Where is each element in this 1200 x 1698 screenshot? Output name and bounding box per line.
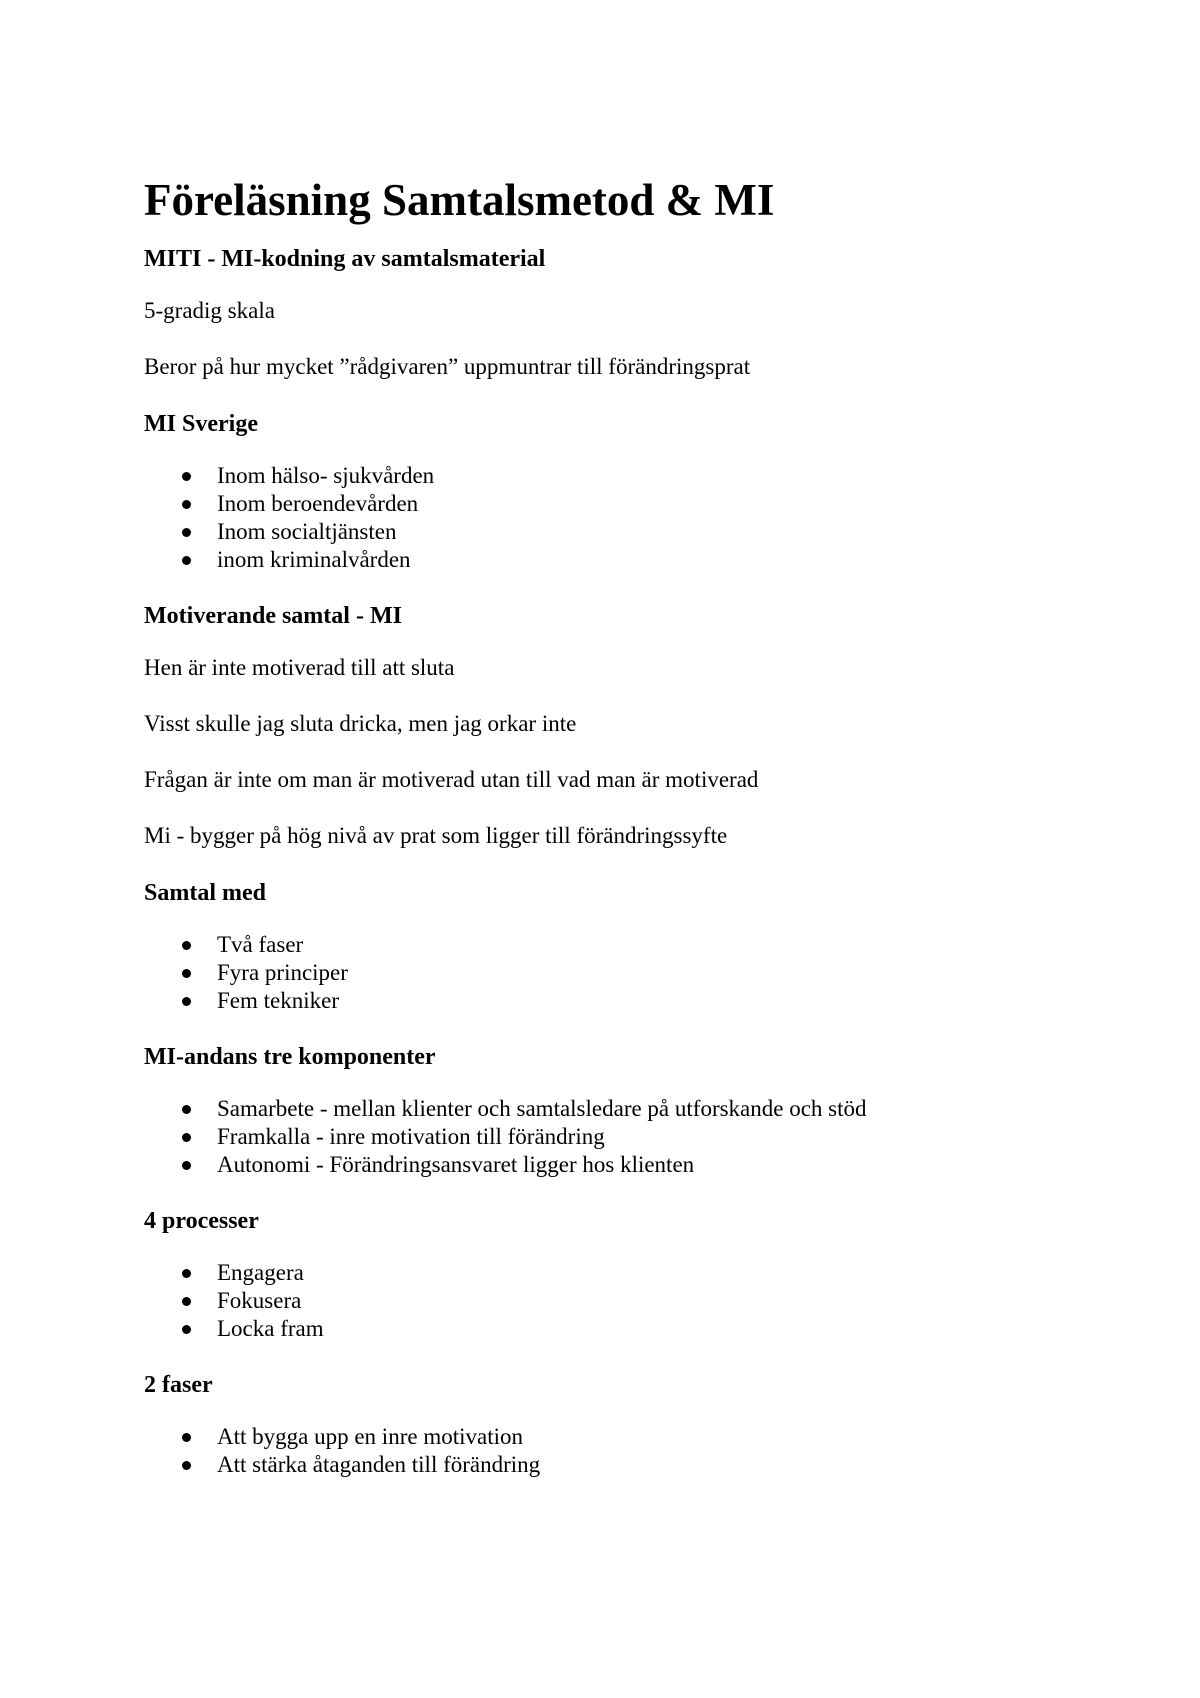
list-item-text: Att stärka åtaganden till förändring: [217, 1452, 541, 1477]
list-item-text: Locka fram: [217, 1316, 324, 1341]
list-item-text: Framkalla - inre motivation till förändring: [217, 1124, 605, 1149]
bullet-icon: [182, 1161, 191, 1170]
bullet-icon: [182, 1105, 191, 1114]
list-item: [144, 1151, 1084, 1179]
paragraph: Hen är inte motiverad till att sluta: [144, 655, 455, 680]
list-item-text: Autonomi - Förändringsansvaret ligger hos klienten: [217, 1152, 695, 1177]
bullet-list-samtal-med: [144, 931, 1084, 1015]
list-item: [144, 1315, 1084, 1343]
bullet-icon: [182, 528, 191, 537]
list-item: [144, 987, 1084, 1015]
bullet-list-2-faser: [144, 1423, 1084, 1479]
list-item: [144, 1095, 1084, 1123]
bullet-icon: [182, 969, 191, 978]
bullet-icon: [182, 1325, 191, 1334]
list-item: [144, 546, 1084, 574]
list-item-text: Fokusera: [217, 1288, 302, 1313]
bullet-icon: [182, 556, 191, 565]
list-item: [144, 1423, 1084, 1451]
list-item: [144, 959, 1084, 987]
list-item: [144, 931, 1084, 959]
bullet-icon: [182, 1269, 191, 1278]
list-item: [144, 1287, 1084, 1315]
section-heading-4-processer: 4 processer: [144, 1208, 259, 1234]
document-title: Föreläsning Samtalsmetod & MI: [144, 175, 775, 225]
bullet-list-4-processer: [144, 1259, 1084, 1343]
section-heading-2-faser: 2 faser: [144, 1372, 213, 1398]
list-item-text: Samarbete - mellan klienter och samtalsledare på utforskande och stöd: [217, 1096, 867, 1121]
section-heading-samtal-med: Samtal med: [144, 880, 266, 906]
bullet-icon: [182, 500, 191, 509]
paragraph: Mi - bygger på hög nivå av prat som ligger till förändringssyfte: [144, 823, 728, 848]
list-item: [144, 518, 1084, 546]
paragraph: Visst skulle jag sluta dricka, men jag orkar inte: [144, 711, 577, 736]
bullet-icon: [182, 1433, 191, 1442]
list-item-text: Inom socialtjänsten: [217, 519, 397, 544]
bullet-icon: [182, 1461, 191, 1470]
bullet-list-mi-sverige: [144, 462, 1084, 574]
document-content: [144, 172, 1084, 1506]
list-item-text: Fem tekniker: [217, 988, 339, 1013]
bullet-icon: [182, 941, 191, 950]
list-item-text: Två faser: [217, 932, 304, 957]
list-item-text: Fyra principer: [217, 960, 348, 985]
list-item: [144, 1259, 1084, 1287]
list-item-text: Att bygga upp en inre motivation: [217, 1424, 523, 1449]
bullet-list-mi-andans: [144, 1095, 1084, 1179]
list-item: [144, 490, 1084, 518]
bullet-icon: [182, 997, 191, 1006]
paragraph: 5-gradig skala: [144, 298, 275, 323]
list-item-text: Inom beroendevården: [217, 491, 419, 516]
bullet-icon: [182, 1297, 191, 1306]
list-item-text: inom kriminalvården: [217, 547, 411, 572]
list-item-text: Engagera: [217, 1260, 304, 1285]
bullet-icon: [182, 472, 191, 481]
list-item: [144, 462, 1084, 490]
list-item: [144, 1451, 1084, 1479]
section-heading-miti: MITI - MI-kodning av samtalsmaterial: [144, 246, 546, 272]
section-heading-mi-andans: MI-andans tre komponenter: [144, 1044, 436, 1070]
bullet-icon: [182, 1133, 191, 1142]
paragraph: Beror på hur mycket ”rådgivaren” uppmuntrar till förändringsprat: [144, 354, 751, 379]
list-item-text: Inom hälso- sjukvården: [217, 463, 435, 488]
list-item: [144, 1123, 1084, 1151]
paragraph: Frågan är inte om man är motiverad utan till vad man är motiverad: [144, 767, 759, 792]
section-heading-mi-sverige: MI Sverige: [144, 411, 258, 437]
section-heading-motiverande-samtal: Motiverande samtal - MI: [144, 603, 402, 629]
